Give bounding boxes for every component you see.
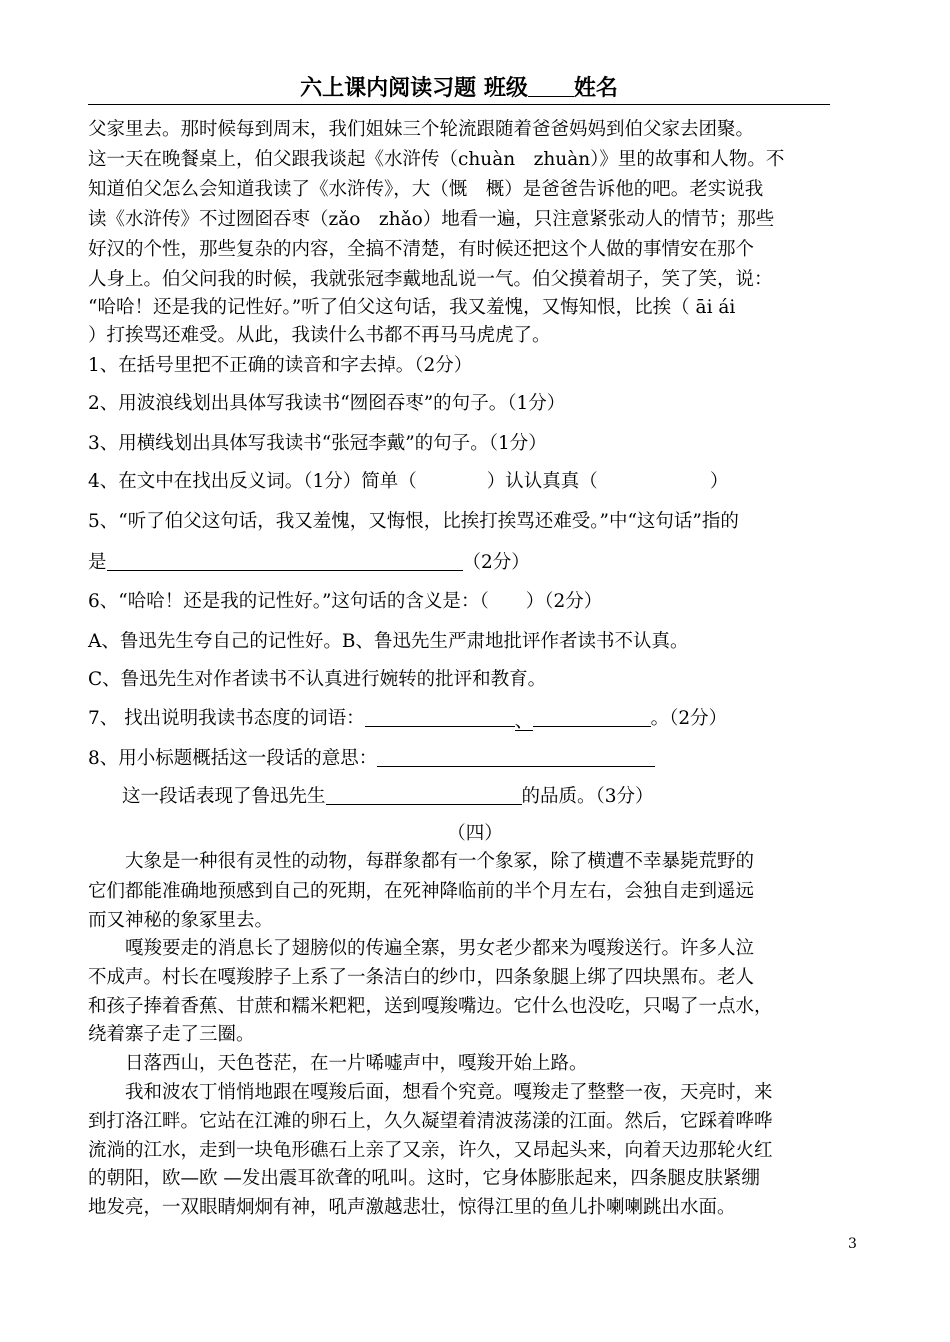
q7-answer-blank-1[interactable] [365, 706, 515, 727]
q4-mid: ）认认真真（ [486, 471, 598, 492]
question-5-line1: 5、“听了伯父这句话，我又羞愧，又悔恨，比挨打挨骂还难受。”中“这句话”指的 [88, 511, 739, 532]
section-4-line: 大象是一种很有灵性的动物，每群象都有一个象冢，除了横遭不幸暴毙荒野的 [88, 851, 755, 872]
passage-line: “哈哈！还是我的记性好。”听了伯父这句话，我又羞愧，又悔知恨，比挨（ āi ái [88, 297, 736, 318]
q8-answer-blank-2[interactable] [326, 784, 522, 805]
question-4 [88, 470, 728, 494]
section-4-heading: （四） [447, 823, 503, 844]
q7-prefix: 7、 找出说明我读书态度的词语： [88, 708, 365, 729]
page-header [88, 74, 830, 105]
q7-answer-blank-2[interactable] [533, 706, 651, 727]
section-4-line: 流淌的江水，走到一块龟形礁石上亲了又亲，许久，又昂起头来，向着天边那轮火红 [88, 1140, 773, 1161]
q8-line2-suffix: 的品质。（3分） [521, 786, 654, 807]
passage-line: ）打挨骂还难受。从此，我读什么书都不再马马虎虎了。 [88, 325, 551, 346]
q8-answer-blank-1[interactable] [377, 746, 655, 767]
q7-sep: 、 [514, 711, 534, 732]
question-6-option-c: C、鲁迅先生对作者读书不认真进行婉转的批评和教育。 [88, 669, 547, 690]
q5-answer-blank[interactable] [107, 550, 463, 571]
passage-line: 知道伯父怎么会知道我读了《水浒传》，大（慨 概）是爸爸告诉他的吧。老实说我 [88, 179, 764, 200]
q8-line2-prefix: 这一段话表现了鲁迅先生 [122, 786, 326, 807]
passage-line: 这一天在晚餐桌上，伯父跟我谈起《水浒传（chuàn zhuàn）》里的故事和人物。不 [88, 149, 785, 170]
question-6-options-ab: A、鲁迅先生夸自己的记性好。B、鲁迅先生严肃地批评作者读书不认真。 [88, 631, 689, 652]
passage-line: 人身上。伯父问我的时候，我就张冠李戴地乱说一气。伯父摸着胡子，笑了笑，说： [88, 269, 773, 290]
q4-end: ） [709, 471, 729, 492]
question-2: 2、用波浪线划出具体写我读书“囫囵吞枣”的句子。（1分） [88, 393, 566, 414]
section-4-line: 地发亮，一双眼睛炯炯有神，吼声激越悲壮，惊得江里的鱼儿扑喇喇跳出水面。 [88, 1197, 736, 1218]
section-4-line: 到打洛江畔。它站在江滩的卵石上，久久凝望着清波荡漾的江面。然后，它踩着哗哗 [88, 1111, 773, 1132]
question-7 [88, 706, 727, 731]
question-6: 6、“哈哈！还是我的记性好。”这句话的含义是：（ ）（2分） [88, 591, 603, 612]
section-4-line: 不成声。村长在嘎羧脖子上系了一条洁白的纱巾，四条象腿上绑了四块黑布。老人 [88, 967, 755, 988]
section-4-line: 和孩子捧着香蕉、甘蔗和糯米粑粑，送到嘎羧嘴边。它什么也没吃，只喝了一点水， [88, 996, 773, 1017]
passage-line: 读《水浒传》不过囫囵吞枣（zǎo zhǎo）地看一遍，只注意紧张动人的情节；那些 [88, 209, 775, 230]
section-4-line: 嘎羧要走的消息长了翅膀似的传遍全寨，男女老少都来为嘎羧送行。许多人泣 [88, 938, 755, 959]
q4-prefix: 4、在文中在找出反义词。（1分）简单（ [88, 471, 417, 492]
section-4-line: 的朝阳，欧—欧 —发出震耳欲聋的吼叫。这时，它身体膨胀起来，四条腿皮肤紧绷 [88, 1168, 760, 1189]
q5-suffix: （2分） [462, 552, 530, 573]
q8-prefix: 8、用小标题概括这一段话的意思： [88, 748, 378, 769]
class-blank [528, 76, 574, 97]
header-title: 六上课内阅读习题 班级 [300, 76, 528, 101]
question-1: 1、在括号里把不正确的读音和字去掉。（2分） [88, 355, 473, 376]
page-number: 3 [848, 1236, 857, 1252]
section-4-line: 我和波农丁悄悄地跟在嘎羧后面，想看个究竟。嘎羧走了整整一夜，天亮时，来 [88, 1082, 773, 1103]
question-5-line2 [88, 550, 530, 575]
question-3: 3、用横线划出具体写我读书“张冠李戴”的句子。（1分） [88, 433, 547, 454]
section-4-line: 它们都能准确地预感到自己的死期，在死神降临前的半个月左右，会独自走到遥远 [88, 881, 755, 902]
section-4-line: 而又神秘的象冢里去。 [88, 910, 274, 931]
passage-line: 父家里去。那时候每到周末，我们姐妹三个轮流跟随着爸爸妈妈到伯父家去团聚。 [88, 119, 755, 140]
section-4-line: 日落西山，天色苍茫，在一片唏嘘声中，嘎羧开始上路。 [88, 1053, 588, 1074]
q7-suffix: 。（2分） [650, 708, 728, 729]
question-8-line1 [88, 746, 655, 771]
section-4-line: 绕着寨子走了三圈。 [88, 1024, 255, 1045]
header-name-label: 姓名 [573, 76, 618, 101]
question-8-line2 [122, 784, 654, 809]
q5-prefix: 是 [88, 552, 107, 573]
passage-line: 好汉的个性，那些复杂的内容，全搞不清楚，有时候还把这个人做的事情安在那个 [88, 239, 755, 260]
